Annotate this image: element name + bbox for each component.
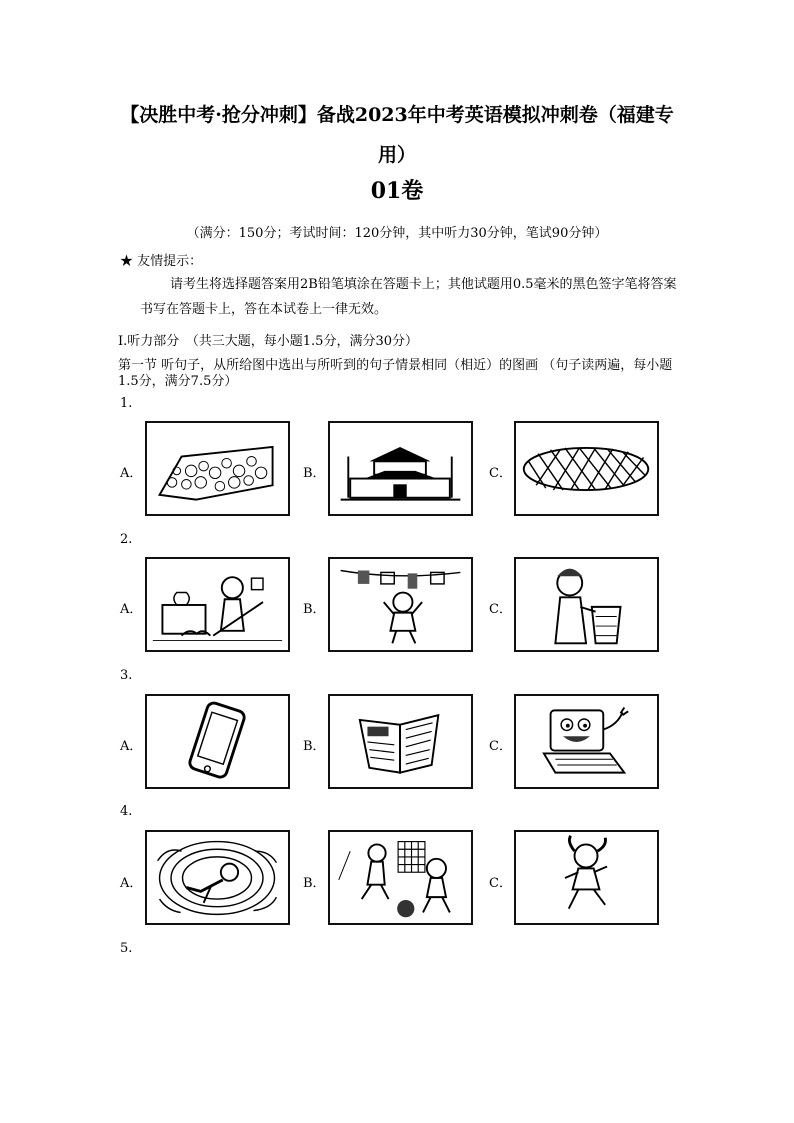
tips-body: 请考生将选择题答案用2B铅笔填涂在答题卡上；其他试题用0.5毫米的黑色签字笔将答案书写在答题卡上，答在本试卷上一律无效。 — [140, 277, 677, 317]
kids-playing-football-icon[interactable] — [328, 830, 473, 925]
option-label: B． — [303, 876, 326, 891]
question-number: 2. — [120, 532, 133, 547]
option-label: A． — [120, 602, 143, 617]
option-label: C． — [489, 466, 512, 481]
tips-heading: ★ 友情提示： — [120, 254, 203, 269]
option-label: B． — [303, 466, 326, 481]
page-title: 【决胜中考·抢分冲刺】备战2023年中考英语模拟冲刺卷（福建专用） — [120, 104, 674, 166]
question-number: 4. — [120, 804, 133, 819]
question-number: 1. — [120, 396, 133, 411]
girl-sweeping-floor-icon[interactable] — [145, 557, 290, 652]
option-label: A． — [120, 466, 143, 481]
water-cube-building-icon[interactable] — [145, 421, 290, 516]
girl-running-icon[interactable] — [514, 830, 659, 925]
smartphone-icon[interactable] — [145, 694, 290, 789]
section-title: I.听力部分 （共三大题，每小题1.5分，满分30分） — [118, 334, 418, 349]
exam-info: （满分：150分；考试时间：120分钟，其中听力30分钟，笔试90分钟） — [186, 226, 608, 241]
volume-label: 01卷 — [370, 178, 424, 204]
tiananmen-gate-icon[interactable] — [328, 421, 473, 516]
option-label: B． — [303, 602, 326, 617]
birds-nest-stadium-icon[interactable] — [514, 421, 659, 516]
option-label: A． — [120, 739, 143, 754]
girl-under-clothesline-icon[interactable] — [328, 557, 473, 652]
option-label: C． — [489, 739, 512, 754]
option-label: C． — [489, 876, 512, 891]
person-in-whirlwind-icon[interactable] — [145, 830, 290, 925]
question-number: 3. — [120, 668, 133, 683]
option-label: C． — [489, 602, 512, 617]
girl-washing-clothes-icon[interactable] — [514, 557, 659, 652]
option-label: B． — [303, 739, 326, 754]
option-label: A． — [120, 876, 143, 891]
newspaper-icon[interactable] — [328, 694, 473, 789]
question-number: 5. — [120, 941, 133, 956]
section-instructions: 第一节 听句子，从所给图中选出与所听到的句子情景相同（相近）的图画 （句子读两遍，每小题1.5分，满分7.5分） — [118, 358, 673, 389]
smiling-laptop-icon[interactable] — [514, 694, 659, 789]
